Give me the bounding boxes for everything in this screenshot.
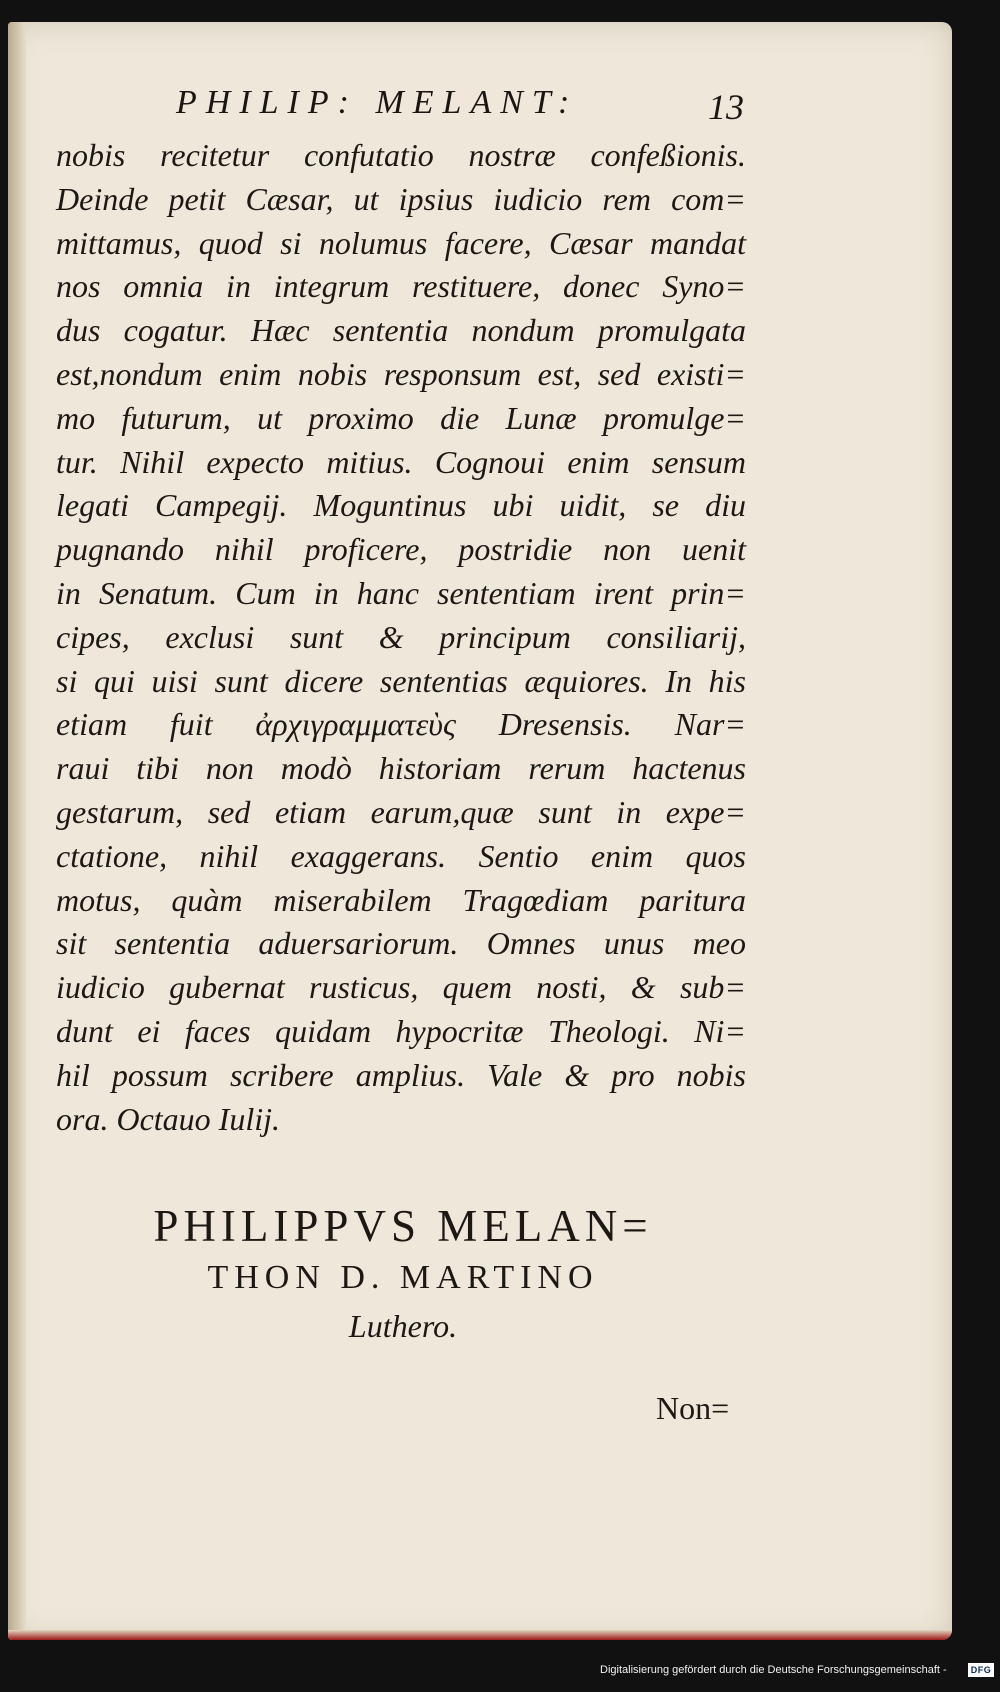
text-line: si qui uisi sunt dicere sententias æquiores. In his bbox=[56, 662, 746, 699]
page-gutter bbox=[8, 22, 26, 1640]
text-line: raui tibi non modò historiam rerum hactenus bbox=[56, 750, 746, 787]
running-head: PHILIP: MELANT: bbox=[176, 84, 579, 121]
text-line: gestarum, sed etiam earum,quæ sunt in expe= bbox=[56, 793, 746, 830]
text-line: sit sententia aduersariorum. Omnes unus meo bbox=[56, 925, 746, 962]
text-line: mo futurum, ut proximo die Lunæ promulge= bbox=[56, 399, 746, 436]
text-line: iudicio gubernat rusticus, quem nosti, & sub= bbox=[56, 969, 746, 1006]
letter-body bbox=[56, 134, 746, 1141]
text-line: Deinde petit Cæsar, ut ipsius iudicio rem com= bbox=[56, 180, 746, 217]
catchword: Non= bbox=[656, 1390, 730, 1426]
text-line: nobis recitetur confutatio nostræ confeßionis. bbox=[56, 137, 746, 173]
page-edge bbox=[8, 1630, 952, 1640]
text-line: dunt ei faces quidam hypocritæ Theologi. Ni= bbox=[56, 1012, 746, 1049]
letter-heading bbox=[58, 1198, 748, 1350]
text-line: hil possum scribere amplius. Vale & pro nobis bbox=[56, 1056, 746, 1093]
text-line: etiam fuit ἀρχιγραμματεὺς Dresensis. Nar= bbox=[56, 706, 746, 743]
heading-line-2: THON D. MARTINO bbox=[207, 1259, 599, 1296]
page-number: 13 bbox=[708, 87, 744, 127]
book-page bbox=[8, 22, 952, 1640]
heading-line-1: PHILIPPVS MELAN= bbox=[153, 1201, 653, 1251]
text-line: nos omnia in integrum restituere, donec Syno= bbox=[56, 268, 746, 305]
text-line: ctatione, nihil exaggerans. Sentio enim quos bbox=[56, 837, 746, 874]
text-line: in Senatum. Cum in hanc sententiam irent prin= bbox=[56, 574, 746, 611]
text-line: legati Campegij. Moguntinus ubi uidit, se diu bbox=[56, 487, 746, 524]
heading-line-3: Luthero. bbox=[348, 1308, 458, 1344]
text-line: motus, quàm miserabilem Tragœdiam paritura bbox=[56, 881, 746, 918]
text-line: est,nondum enim nobis responsum est, sed existi= bbox=[56, 355, 746, 392]
text-line: ora. Octauo Iulij. bbox=[56, 1100, 280, 1137]
dfg-logo: DFG bbox=[968, 1663, 994, 1677]
text-line: mittamus, quod si nolumus facere, Cæsar mandat bbox=[56, 224, 746, 261]
digitization-credit: Digitalisierung gefördert durch die Deutsche Forschungsgemeinschaft - bbox=[600, 1664, 947, 1676]
text-line: pugnando nihil proficere, postridie non uenit bbox=[56, 531, 746, 568]
text-line: cipes, exclusi sunt & principum consiliarij, bbox=[56, 618, 746, 655]
text-line: dus cogatur. Hæc sententia nondum promulgata bbox=[56, 312, 746, 349]
text-line: tur. Nihil expecto mitius. Cognoui enim sensum bbox=[56, 443, 746, 480]
